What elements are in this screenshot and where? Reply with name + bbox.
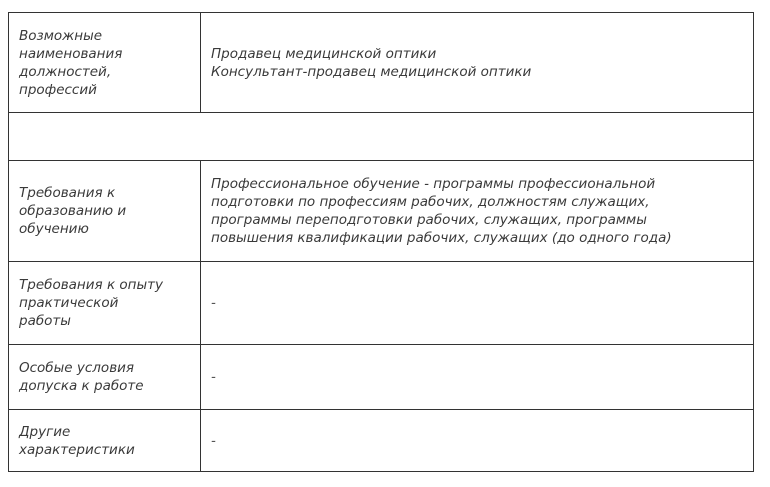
label-positions: Возможные наименования должностей, профессий: [9, 13, 201, 113]
table-row-education: [9, 161, 754, 262]
value-education: Профессиональное обучение - программы профессиональной подготовки по профессиям рабочих, должностям служащих, программы переподготовки рабочих, служащих, программы повышения квалификации рабочих, служащих (до одного года): [201, 161, 754, 262]
value-experience: -: [201, 262, 754, 345]
table-row-positions: [9, 13, 754, 113]
table-row-empty: [9, 113, 754, 161]
label-experience: Требования к опыту практической работы: [9, 262, 201, 345]
value-other: -: [201, 410, 754, 472]
label-other: Другие характеристики: [9, 410, 201, 472]
table-row-other: [9, 410, 754, 472]
label-education: Требования к образованию и обучению: [9, 161, 201, 262]
value-admission: -: [201, 345, 754, 410]
table-row-admission: [9, 345, 754, 410]
empty-separator-cell: [9, 113, 754, 161]
label-admission: Особые условия допуска к работе: [9, 345, 201, 410]
table-row-experience: [9, 262, 754, 345]
requirements-table: [8, 12, 754, 472]
value-positions: Продавец медицинской оптики Консультант-продавец медицинской оптики: [201, 13, 754, 113]
